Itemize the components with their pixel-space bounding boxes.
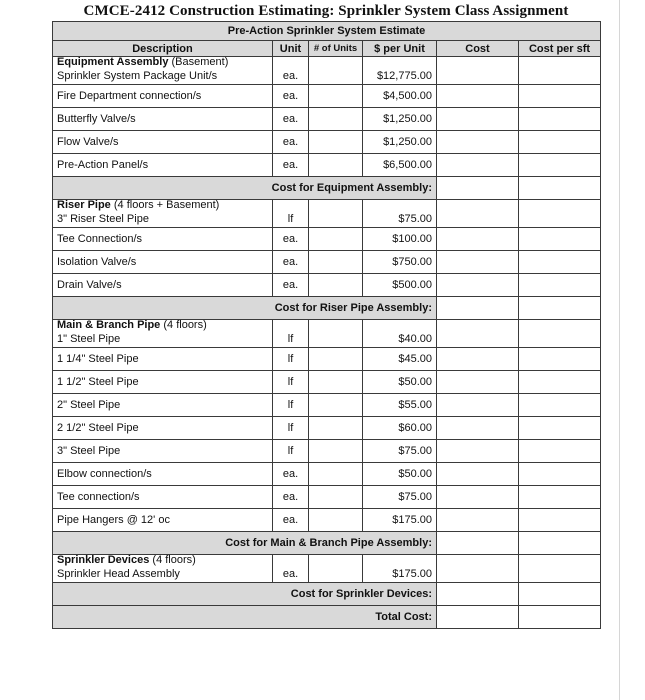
line-item-row [53,68,601,85]
item-description: Tee Connection/s [53,228,273,251]
item-price: $75.00 [363,440,437,463]
column-header-row [53,41,601,57]
item-description: 3" Steel Pipe [53,440,273,463]
item-cost-per-sft-cell[interactable] [519,371,601,394]
empty-cell [363,320,437,332]
line-item-row [53,566,601,583]
item-price: $1,250.00 [363,108,437,131]
item-price: $50.00 [363,371,437,394]
section-note: (4 floors + Basement) [113,199,220,211]
col-num-units: # of Units [309,41,363,57]
item-num-units-cell[interactable] [309,486,363,509]
item-description: 1 1/2" Steel Pipe [53,371,273,394]
item-cost-cell[interactable] [437,440,519,463]
item-description: 2" Steel Pipe [53,394,273,417]
item-price: $100.00 [363,228,437,251]
item-cost-per-sft-cell[interactable] [519,486,601,509]
item-cost-per-sft-cell[interactable] [519,154,601,177]
empty-cell [363,555,437,567]
item-description: Sprinkler System Package Unit/s [53,68,273,85]
item-num-units-cell[interactable] [309,131,363,154]
item-cost-cell[interactable] [437,486,519,509]
item-unit: lf [273,417,309,440]
item-description: Sprinkler Head Assembly [53,566,273,583]
item-cost-cell[interactable] [437,131,519,154]
item-cost-cell[interactable] [437,371,519,394]
item-cost-per-sft-cell[interactable] [519,440,601,463]
item-description: Pipe Hangers @ 12' oc [53,509,273,532]
empty-cell [273,57,309,69]
subtotal-row [53,532,601,555]
item-cost-per-sft-cell[interactable] [519,463,601,486]
item-price: $500.00 [363,274,437,297]
col-description: Description [53,41,273,57]
item-cost-cell[interactable] [437,274,519,297]
item-num-units-cell[interactable] [309,228,363,251]
item-description: Pre-Action Panel/s [53,154,273,177]
subtotal-cost-per-sft-cell[interactable] [519,532,601,555]
item-unit: ea. [273,108,309,131]
subtotal-row [53,297,601,320]
item-price: $1,250.00 [363,131,437,154]
item-num-units-cell[interactable] [309,68,363,85]
item-unit: lf [273,331,309,348]
item-description: Drain Valve/s [53,274,273,297]
line-item-row [53,331,601,348]
item-unit: ea. [273,274,309,297]
item-cost-cell[interactable] [437,211,519,228]
item-description: Tee connection/s [53,486,273,509]
item-cost-per-sft-cell[interactable] [519,566,601,583]
item-num-units-cell[interactable] [309,348,363,371]
item-unit: ea. [273,68,309,85]
empty-cell [273,200,309,212]
item-price: $55.00 [363,394,437,417]
item-num-units-cell[interactable] [309,566,363,583]
item-cost-cell[interactable] [437,331,519,348]
item-price: $75.00 [363,486,437,509]
item-cost-per-sft-cell[interactable] [519,274,601,297]
total-cost-cell[interactable] [437,606,519,629]
line-item-row [53,463,601,486]
empty-cell [519,320,601,332]
item-unit: ea. [273,566,309,583]
subtotal-cost-cell[interactable] [437,583,519,606]
item-num-units-cell[interactable] [309,417,363,440]
item-unit: lf [273,348,309,371]
item-cost-cell[interactable] [437,348,519,371]
item-num-units-cell[interactable] [309,108,363,131]
item-price: $50.00 [363,463,437,486]
item-unit: lf [273,440,309,463]
empty-cell [437,555,519,567]
empty-cell [273,320,309,332]
item-cost-cell[interactable] [437,154,519,177]
item-description: 3" Riser Steel Pipe [53,211,273,228]
item-cost-per-sft-cell[interactable] [519,394,601,417]
item-unit: lf [273,371,309,394]
empty-cell [437,57,519,69]
section-header-row [53,555,601,567]
subtotal-cost-per-sft-cell[interactable] [519,297,601,320]
section-header-row [53,320,601,332]
item-cost-per-sft-cell[interactable] [519,509,601,532]
item-num-units-cell[interactable] [309,85,363,108]
subtotal-label: Cost for Riser Pipe Assembly: [53,297,437,320]
empty-cell [437,320,519,332]
empty-cell [309,200,363,212]
subtotal-row [53,583,601,606]
total-cost-per-sft-cell[interactable] [519,606,601,629]
item-cost-per-sft-cell[interactable] [519,417,601,440]
item-num-units-cell[interactable] [309,251,363,274]
col-cost: Cost [437,41,519,57]
item-price: $45.00 [363,348,437,371]
subtotal-cost-cell[interactable] [437,532,519,555]
item-unit: ea. [273,463,309,486]
col-cost-per-sft: Cost per sft [519,41,601,57]
item-cost-cell[interactable] [437,251,519,274]
item-unit: lf [273,211,309,228]
item-price: $60.00 [363,417,437,440]
empty-cell [363,200,437,212]
section-name: Main & Branch Pipe [57,319,161,331]
section-title [53,200,273,212]
line-item-row [53,486,601,509]
line-item-row [53,154,601,177]
item-cost-per-sft-cell[interactable] [519,211,601,228]
line-item-row [53,251,601,274]
empty-cell [309,57,363,69]
line-item-row [53,108,601,131]
line-item-row [53,348,601,371]
item-unit: ea. [273,228,309,251]
subtotal-cost-cell[interactable] [437,177,519,200]
line-item-row [53,228,601,251]
section-note: (4 floors) [163,319,207,331]
item-cost-per-sft-cell[interactable] [519,251,601,274]
item-num-units-cell[interactable] [309,440,363,463]
section-name: Sprinkler Devices [57,554,150,566]
item-num-units-cell[interactable] [309,331,363,348]
empty-cell [519,57,601,69]
item-num-units-cell[interactable] [309,274,363,297]
item-unit: ea. [273,154,309,177]
item-description: Butterfly Valve/s [53,108,273,131]
item-description: 2 1/2" Steel Pipe [53,417,273,440]
subtotal-label: Cost for Sprinkler Devices: [53,583,437,606]
item-cost-cell[interactable] [437,463,519,486]
line-item-row [53,440,601,463]
subtitle-row [53,22,601,41]
item-cost-cell[interactable] [437,68,519,85]
item-description: 1" Steel Pipe [53,331,273,348]
item-description: Isolation Valve/s [53,251,273,274]
item-cost-per-sft-cell[interactable] [519,228,601,251]
empty-cell [309,555,363,567]
subtotal-row [53,177,601,200]
estimate-table [52,21,601,629]
section-title [53,320,273,332]
subtotal-label: Cost for Equipment Assembly: [53,177,437,200]
section-header-row [53,57,601,69]
empty-cell [309,320,363,332]
item-description: 1 1/4" Steel Pipe [53,348,273,371]
item-description: Elbow connection/s [53,463,273,486]
item-num-units-cell[interactable] [309,154,363,177]
item-num-units-cell[interactable] [309,463,363,486]
empty-cell [437,200,519,212]
item-num-units-cell[interactable] [309,509,363,532]
item-cost-per-sft-cell[interactable] [519,85,601,108]
item-description: Flow Valve/s [53,131,273,154]
line-item-row [53,131,601,154]
section-header-row [53,200,601,212]
item-num-units-cell[interactable] [309,211,363,228]
section-title [53,555,273,567]
empty-cell [519,200,601,212]
item-cost-per-sft-cell[interactable] [519,68,601,85]
item-cost-cell[interactable] [437,509,519,532]
estimate-subtitle: Pre-Action Sprinkler System Estimate [53,22,601,41]
item-description: Fire Department connection/s [53,85,273,108]
item-price: $175.00 [363,566,437,583]
item-cost-per-sft-cell[interactable] [519,331,601,348]
empty-cell [519,555,601,567]
empty-cell [363,57,437,69]
total-label: Total Cost: [53,606,437,629]
item-cost-cell[interactable] [437,108,519,131]
section-note: (Basement) [171,56,229,68]
item-cost-cell[interactable] [437,228,519,251]
item-cost-per-sft-cell[interactable] [519,348,601,371]
subtotal-cost-cell[interactable] [437,297,519,320]
section-title [53,57,273,69]
item-price: $750.00 [363,251,437,274]
item-price: $75.00 [363,211,437,228]
subtotal-label: Cost for Main & Branch Pipe Assembly: [53,532,437,555]
item-cost-per-sft-cell[interactable] [519,131,601,154]
line-item-row [53,509,601,532]
item-unit: ea. [273,509,309,532]
line-item-row [53,85,601,108]
item-unit: ea. [273,251,309,274]
item-cost-cell[interactable] [437,85,519,108]
item-unit: ea. [273,486,309,509]
item-cost-cell[interactable] [437,417,519,440]
item-price: $40.00 [363,331,437,348]
item-price: $175.00 [363,509,437,532]
col-unit: Unit [273,41,309,57]
item-unit: lf [273,394,309,417]
total-row [53,606,601,629]
item-unit: ea. [273,131,309,154]
item-unit: ea. [273,85,309,108]
item-num-units-cell[interactable] [309,394,363,417]
line-item-row [53,274,601,297]
section-note: (4 floors) [152,554,196,566]
subtotal-cost-per-sft-cell[interactable] [519,583,601,606]
item-price: $12,775.00 [363,68,437,85]
subtotal-cost-per-sft-cell[interactable] [519,177,601,200]
item-num-units-cell[interactable] [309,371,363,394]
document-title: CMCE-2412 Construction Estimating: Sprinkler System Class Assignment [83,3,569,19]
empty-cell [273,555,309,567]
line-item-row [53,211,601,228]
col-per-unit: $ per Unit [363,41,437,57]
section-name: Equipment Assembly [57,56,169,68]
item-cost-cell[interactable] [437,394,519,417]
item-price: $6,500.00 [363,154,437,177]
line-item-row [53,371,601,394]
item-price: $4,500.00 [363,85,437,108]
line-item-row [53,394,601,417]
item-cost-cell[interactable] [437,566,519,583]
item-cost-per-sft-cell[interactable] [519,108,601,131]
section-name: Riser Pipe [57,199,111,211]
line-item-row [53,417,601,440]
